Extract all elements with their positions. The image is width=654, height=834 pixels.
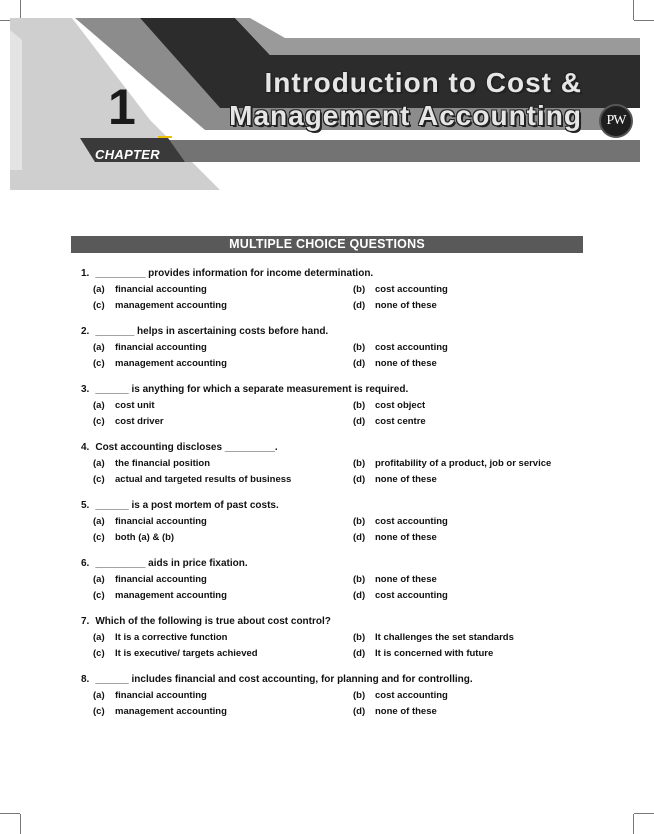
option-label: (a) bbox=[93, 516, 105, 527]
option-grid bbox=[81, 690, 581, 718]
question-item bbox=[81, 326, 581, 370]
answer-option bbox=[353, 416, 593, 428]
answer-option bbox=[353, 706, 593, 718]
option-text: cost centre bbox=[375, 416, 426, 427]
option-text: It challenges the set standards bbox=[375, 632, 514, 643]
question-text bbox=[81, 268, 581, 280]
option-text: profitability of a product, job or service bbox=[375, 458, 552, 469]
option-label: (a) bbox=[93, 342, 105, 353]
option-text: It is concerned with future bbox=[375, 648, 494, 659]
answer-option bbox=[93, 574, 353, 586]
option-label: (c) bbox=[93, 532, 105, 543]
option-label: (b) bbox=[353, 400, 366, 411]
option-label: (a) bbox=[93, 574, 105, 585]
question-item bbox=[81, 268, 581, 312]
crop-mark-bottom-right bbox=[633, 814, 634, 834]
question-text bbox=[81, 616, 581, 628]
mcq-list bbox=[81, 268, 581, 732]
answer-option bbox=[93, 648, 353, 660]
option-label: (c) bbox=[93, 706, 105, 717]
question-item bbox=[81, 384, 581, 428]
question-item bbox=[81, 442, 581, 486]
option-text: none of these bbox=[375, 300, 437, 311]
option-text: It is a corrective function bbox=[115, 632, 228, 643]
option-text: cost unit bbox=[115, 400, 155, 411]
option-label: (a) bbox=[93, 400, 105, 411]
option-label: (b) bbox=[353, 690, 366, 701]
question-stem: _________ aids in price fixation. bbox=[95, 558, 248, 569]
option-text: cost accounting bbox=[375, 690, 448, 701]
option-label: (b) bbox=[353, 458, 366, 469]
question-stem: ______ is anything for which a separate measurement is required. bbox=[95, 384, 409, 395]
option-label: (b) bbox=[353, 516, 366, 527]
section-heading: MULTIPLE CHOICE QUESTIONS bbox=[71, 236, 583, 253]
option-label: (d) bbox=[353, 300, 366, 311]
answer-option bbox=[93, 400, 353, 412]
answer-option bbox=[93, 284, 353, 296]
publisher-logo: PW bbox=[599, 104, 633, 138]
answer-option bbox=[93, 532, 353, 544]
question-number: 4. bbox=[81, 442, 90, 453]
option-label: (d) bbox=[353, 648, 366, 659]
option-label: (c) bbox=[93, 590, 105, 601]
answer-option bbox=[353, 474, 593, 486]
option-label: (a) bbox=[93, 632, 105, 643]
question-number: 6. bbox=[81, 558, 90, 569]
question-number: 7. bbox=[81, 616, 90, 627]
option-label: (d) bbox=[353, 474, 366, 485]
question-item bbox=[81, 500, 581, 544]
option-label: (c) bbox=[93, 648, 105, 659]
option-text: financial accounting bbox=[115, 690, 207, 701]
answer-option bbox=[93, 342, 353, 354]
answer-option bbox=[353, 648, 593, 660]
option-grid bbox=[81, 458, 581, 486]
answer-option bbox=[353, 516, 593, 528]
chapter-title-line-1: Introduction to Cost & bbox=[264, 67, 582, 98]
option-grid bbox=[81, 632, 581, 660]
question-stem: Which of the following is true about cost control? bbox=[95, 616, 331, 627]
option-label: (a) bbox=[93, 690, 105, 701]
answer-option bbox=[93, 358, 353, 370]
option-label: (c) bbox=[93, 300, 105, 311]
question-number: 1. bbox=[81, 268, 90, 279]
option-text: none of these bbox=[375, 574, 437, 585]
answer-option bbox=[93, 590, 353, 602]
question-text bbox=[81, 326, 581, 338]
question-number: 8. bbox=[81, 674, 90, 685]
question-text bbox=[81, 442, 581, 454]
answer-option bbox=[353, 574, 593, 586]
option-label: (a) bbox=[93, 458, 105, 469]
question-text bbox=[81, 558, 581, 570]
question-number: 5. bbox=[81, 500, 90, 511]
answer-option bbox=[353, 458, 593, 470]
option-text: none of these bbox=[375, 358, 437, 369]
option-text: It is executive/ targets achieved bbox=[115, 648, 258, 659]
crop-mark-bottom-left-h bbox=[0, 813, 20, 814]
option-text: cost accounting bbox=[375, 516, 448, 527]
option-text: financial accounting bbox=[115, 574, 207, 585]
option-label: (a) bbox=[93, 284, 105, 295]
option-label: (c) bbox=[93, 474, 105, 485]
answer-option bbox=[353, 590, 593, 602]
option-text: none of these bbox=[375, 532, 437, 543]
answer-option bbox=[353, 690, 593, 702]
answer-option bbox=[93, 706, 353, 718]
option-label: (d) bbox=[353, 706, 366, 717]
option-grid bbox=[81, 284, 581, 312]
option-grid bbox=[81, 516, 581, 544]
answer-option bbox=[93, 516, 353, 528]
answer-option bbox=[93, 416, 353, 428]
question-item bbox=[81, 558, 581, 602]
chapter-title-line-2: Management Accounting bbox=[229, 100, 582, 131]
option-grid bbox=[81, 574, 581, 602]
answer-option bbox=[93, 458, 353, 470]
answer-option bbox=[93, 632, 353, 644]
option-label: (b) bbox=[353, 284, 366, 295]
option-label: (c) bbox=[93, 358, 105, 369]
chapter-label: CHAPTER bbox=[95, 147, 160, 162]
option-label: (c) bbox=[93, 416, 105, 427]
question-number: 2. bbox=[81, 326, 90, 337]
option-label: (d) bbox=[353, 532, 366, 543]
chapter-number: 1 bbox=[108, 79, 136, 135]
option-text: none of these bbox=[375, 706, 437, 717]
answer-option bbox=[353, 532, 593, 544]
option-text: none of these bbox=[375, 474, 437, 485]
question-stem: _________ provides information for income determination. bbox=[95, 268, 374, 279]
option-label: (b) bbox=[353, 632, 366, 643]
option-label: (d) bbox=[353, 416, 366, 427]
option-grid bbox=[81, 342, 581, 370]
answer-option bbox=[353, 400, 593, 412]
question-text bbox=[81, 500, 581, 512]
option-text: cost accounting bbox=[375, 342, 448, 353]
question-text bbox=[81, 384, 581, 396]
option-text: cost object bbox=[375, 400, 426, 411]
option-label: (d) bbox=[353, 590, 366, 601]
question-text bbox=[81, 674, 581, 686]
answer-option bbox=[353, 342, 593, 354]
question-stem: _______ helps in ascertaining costs before hand. bbox=[95, 326, 329, 337]
crop-mark-bottom-left bbox=[20, 814, 21, 834]
option-label: (b) bbox=[353, 342, 366, 353]
question-number: 3. bbox=[81, 384, 90, 395]
question-item bbox=[81, 674, 581, 718]
question-item bbox=[81, 616, 581, 660]
option-text: cost accounting bbox=[375, 284, 448, 295]
answer-option bbox=[353, 284, 593, 296]
option-text: actual and targeted results of business bbox=[115, 474, 292, 485]
answer-option bbox=[93, 474, 353, 486]
option-text: management accounting bbox=[115, 706, 227, 717]
option-label: (b) bbox=[353, 574, 366, 585]
option-text: management accounting bbox=[115, 300, 227, 311]
answer-option bbox=[353, 358, 593, 370]
answer-option bbox=[93, 300, 353, 312]
answer-option bbox=[93, 690, 353, 702]
option-text: management accounting bbox=[115, 358, 227, 369]
option-text: both (a) & (b) bbox=[115, 532, 175, 543]
option-text: financial accounting bbox=[115, 516, 207, 527]
answer-option bbox=[353, 632, 593, 644]
option-text: cost driver bbox=[115, 416, 164, 427]
option-text: financial accounting bbox=[115, 342, 207, 353]
crop-mark-bottom-right-h bbox=[634, 813, 654, 814]
option-grid bbox=[81, 400, 581, 428]
option-label: (d) bbox=[353, 358, 366, 369]
answer-option bbox=[353, 300, 593, 312]
question-stem: ______ is a post mortem of past costs. bbox=[95, 500, 279, 511]
option-text: financial accounting bbox=[115, 284, 207, 295]
option-text: management accounting bbox=[115, 590, 227, 601]
option-text: cost accounting bbox=[375, 590, 448, 601]
question-stem: ______ includes financial and cost accounting, for planning and for controlling. bbox=[95, 674, 473, 685]
option-text: the financial position bbox=[115, 458, 211, 469]
question-stem: Cost accounting discloses _________. bbox=[95, 442, 278, 453]
